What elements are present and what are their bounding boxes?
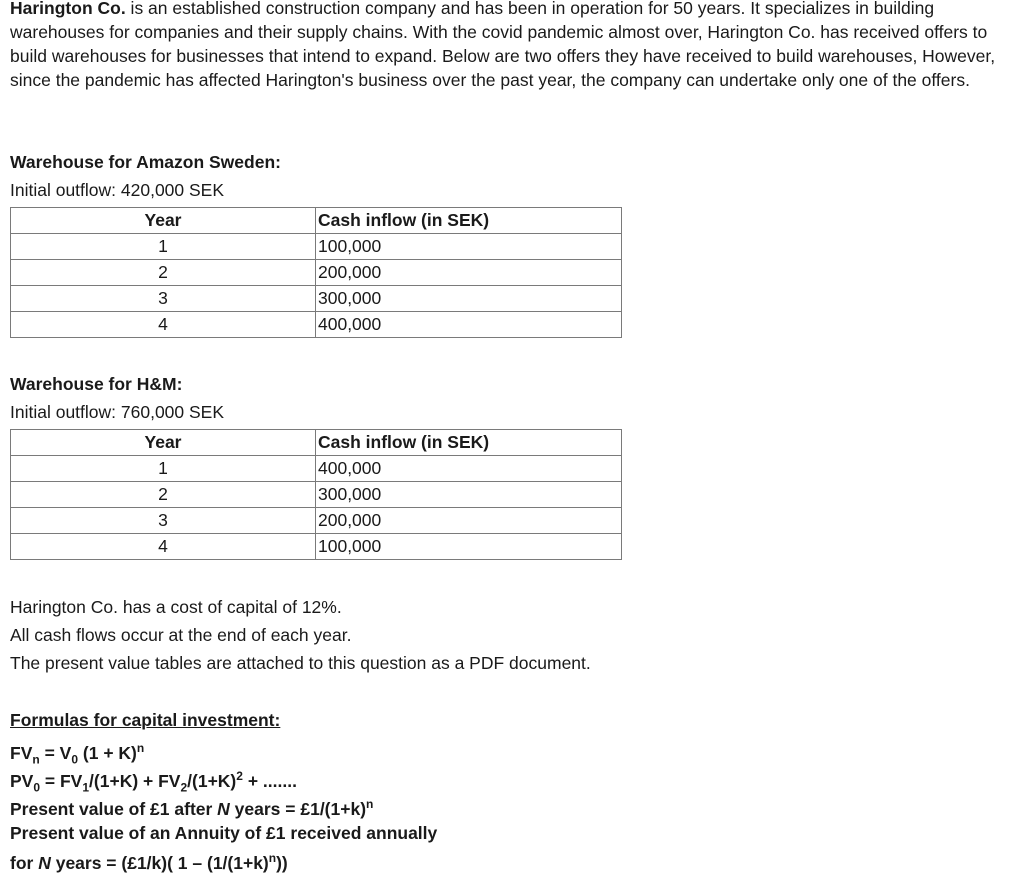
cash-cell: 300,000 bbox=[316, 286, 622, 312]
table-row bbox=[11, 508, 622, 534]
formula-annuity-line1: Present value of an Annuity of £1 received annually bbox=[10, 823, 438, 843]
offer1-outflow: Initial outflow: 420,000 SEK bbox=[10, 180, 225, 200]
formula-future-value: $FV_n = V_0$ $(1 + K)^n$ bbox=[10, 741, 145, 767]
table-row bbox=[11, 312, 622, 338]
table-row bbox=[11, 456, 622, 482]
formula-annuity: for N years = (£1/k)( $1 - (1/(1+k)^n)$) bbox=[10, 851, 288, 873]
year-cell: 2 bbox=[11, 482, 316, 508]
offer2-outflow: Initial outflow: 760,000 SEK bbox=[10, 402, 225, 422]
offer2-title: Warehouse for H&M: bbox=[10, 374, 183, 394]
note-pv-tables: The present value tables are attached to this question as a PDF document. bbox=[10, 653, 591, 673]
cash-cell: 300,000 bbox=[316, 482, 622, 508]
year-cell: 4 bbox=[11, 534, 316, 560]
intro-paragraph bbox=[10, 0, 1010, 92]
table-header-row bbox=[11, 208, 622, 234]
table-row bbox=[11, 234, 622, 260]
year-cell: 3 bbox=[11, 508, 316, 534]
year-cell: 3 bbox=[11, 286, 316, 312]
company-name: Harington Co. bbox=[10, 0, 126, 18]
offer1-table bbox=[10, 207, 622, 338]
table-row bbox=[11, 286, 622, 312]
header-cash-inflow: Cash inflow (in SEK) bbox=[316, 208, 622, 234]
header-year: Year bbox=[11, 430, 316, 456]
note-cost-of-capital: Harington Co. has a cost of capital of 12%. bbox=[10, 597, 342, 617]
year-cell: 1 bbox=[11, 234, 316, 260]
note-cash-flows: All cash flows occur at the end of each year. bbox=[10, 625, 352, 645]
cash-cell: 200,000 bbox=[316, 260, 622, 286]
cash-cell: 100,000 bbox=[316, 234, 622, 260]
header-cash-inflow: Cash inflow (in SEK) bbox=[316, 430, 622, 456]
year-cell: 2 bbox=[11, 260, 316, 286]
offer2-table bbox=[10, 429, 622, 560]
table-row bbox=[11, 482, 622, 508]
year-cell: 1 bbox=[11, 456, 316, 482]
table-row bbox=[11, 534, 622, 560]
table-header-row bbox=[11, 430, 622, 456]
cash-cell: 200,000 bbox=[316, 508, 622, 534]
offer1-title: Warehouse for Amazon Sweden: bbox=[10, 152, 281, 172]
table-row bbox=[11, 260, 622, 286]
intro-text: is an established construction company and has been in operation for 50 years. It specializes in building warehouses for companies and their supply chains. With the covid pandemic almost over, Harington Co. has received offers to build warehouses for businesses that intend to expand. Below are two offers they have received to build warehouses, However, since the pandemic has affected Harington's business over the past year, the company can undertake only one of the offers. bbox=[10, 0, 996, 90]
cash-cell: 100,000 bbox=[316, 534, 622, 560]
year-cell: 4 bbox=[11, 312, 316, 338]
formula-pv-of-one: Present value of £1 after N years = $£1/(1+k)^n$ bbox=[10, 797, 374, 819]
formulas-heading: Formulas for capital investment: bbox=[10, 710, 281, 730]
cash-cell: 400,000 bbox=[316, 312, 622, 338]
formula-present-value: $PV_0 = FV_1/(1+K) + FV_2/(1+K)^2$ + ....... bbox=[10, 769, 297, 795]
cash-cell: 400,000 bbox=[316, 456, 622, 482]
header-year: Year bbox=[11, 208, 316, 234]
